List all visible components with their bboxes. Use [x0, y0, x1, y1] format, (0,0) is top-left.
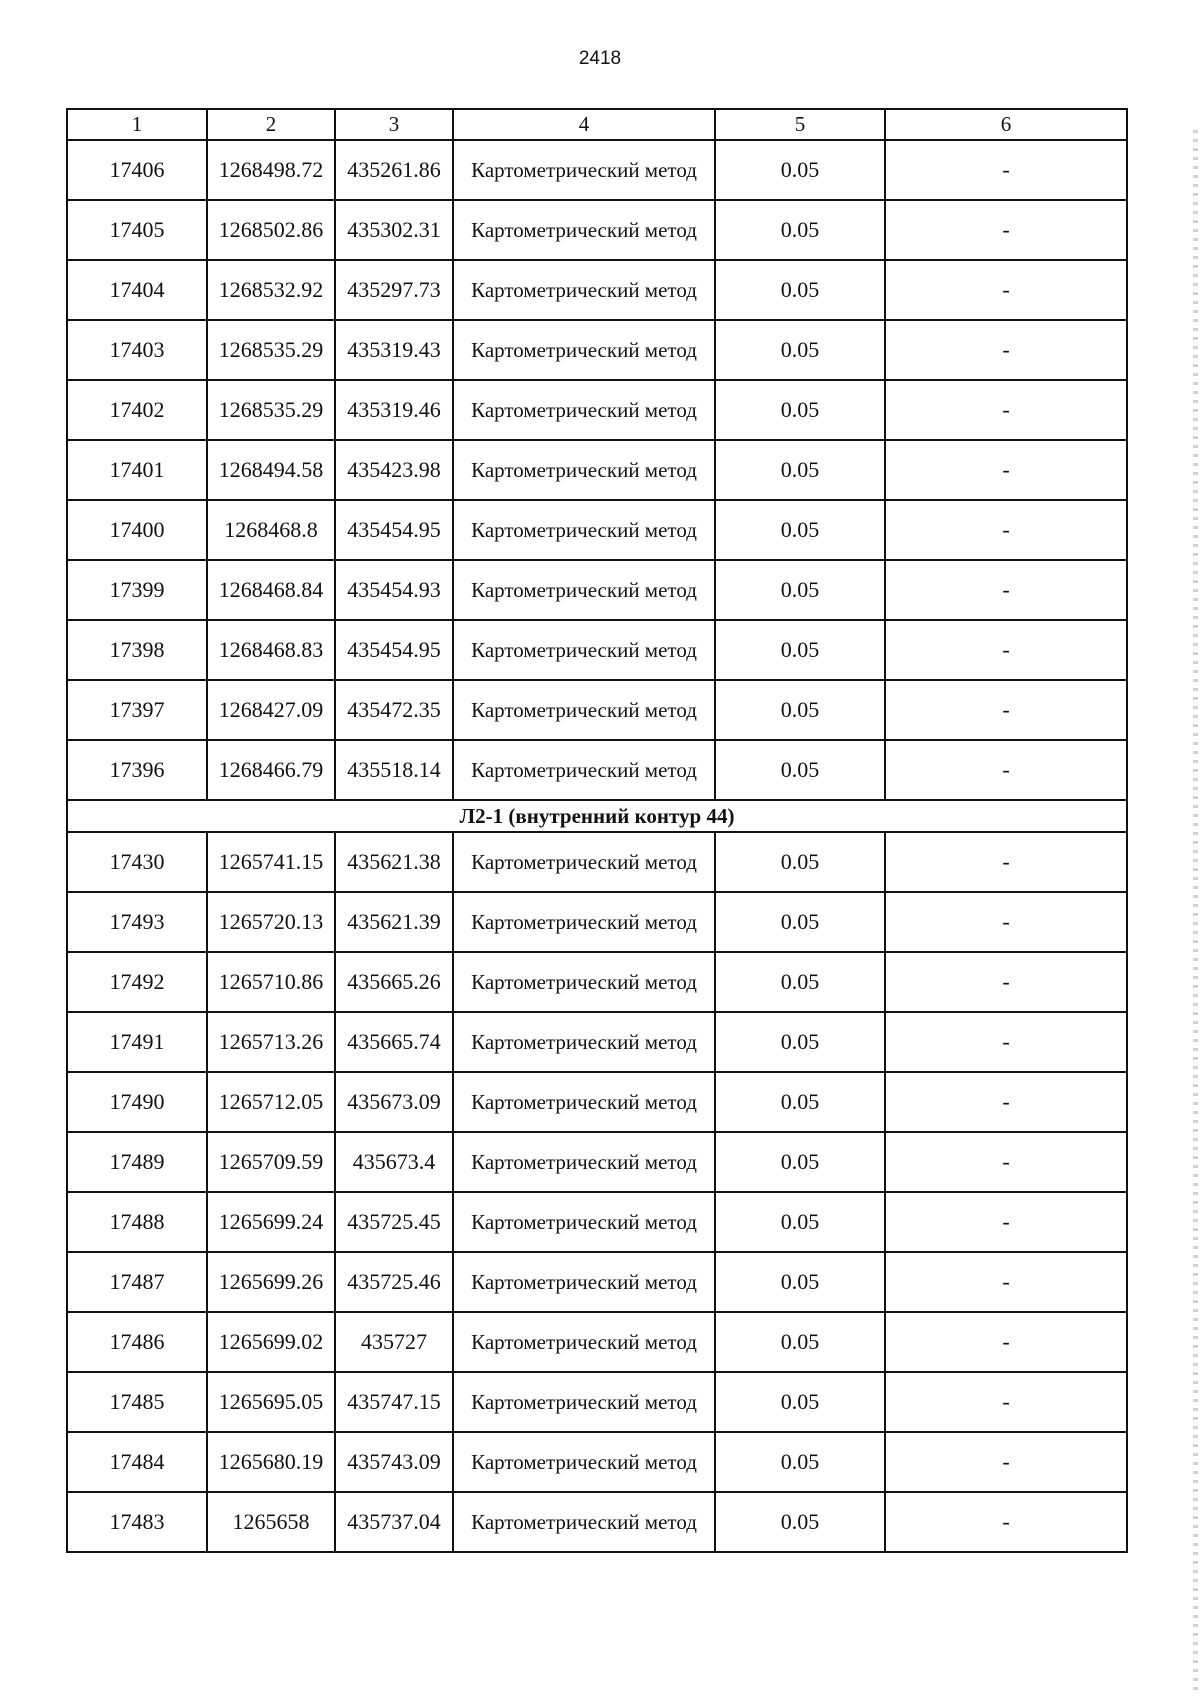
- x-coordinate-cell: 1268468.83: [207, 620, 335, 680]
- y-coordinate-cell: 435737.04: [335, 1492, 453, 1552]
- accuracy-cell: 0.05: [715, 1252, 885, 1312]
- method-cell: Картометрический метод: [453, 380, 715, 440]
- x-coordinate-cell: 1265699.02: [207, 1312, 335, 1372]
- accuracy-cell: 0.05: [715, 1372, 885, 1432]
- table-row: [67, 560, 1127, 620]
- x-coordinate-cell: 1265710.86: [207, 952, 335, 1012]
- accuracy-cell: 0.05: [715, 1312, 885, 1372]
- x-coordinate-cell: 1268468.84: [207, 560, 335, 620]
- note-cell: -: [885, 260, 1127, 320]
- note-cell: -: [885, 1072, 1127, 1132]
- accuracy-cell: 0.05: [715, 560, 885, 620]
- method-cell: Картометрический метод: [453, 1312, 715, 1372]
- y-coordinate-cell: 435665.74: [335, 1012, 453, 1072]
- point-number-cell: 17404: [67, 260, 207, 320]
- note-cell: -: [885, 380, 1127, 440]
- table-row: [67, 140, 1127, 200]
- table-header-row: [67, 109, 1127, 140]
- accuracy-cell: 0.05: [715, 620, 885, 680]
- point-number-cell: 17492: [67, 952, 207, 1012]
- accuracy-cell: 0.05: [715, 1012, 885, 1072]
- table-row: [67, 1072, 1127, 1132]
- note-cell: -: [885, 200, 1127, 260]
- point-number-cell: 17490: [67, 1072, 207, 1132]
- method-cell: Картометрический метод: [453, 560, 715, 620]
- y-coordinate-cell: 435319.43: [335, 320, 453, 380]
- method-cell: Картометрический метод: [453, 200, 715, 260]
- x-coordinate-cell: 1265741.15: [207, 832, 335, 892]
- section-title: Л2-1 (внутренний контур 44): [67, 800, 1127, 832]
- point-number-cell: 17485: [67, 1372, 207, 1432]
- table-row: [67, 1132, 1127, 1192]
- point-number-cell: 17400: [67, 500, 207, 560]
- x-coordinate-cell: 1265699.26: [207, 1252, 335, 1312]
- table-row: [67, 440, 1127, 500]
- method-cell: Картометрический метод: [453, 320, 715, 380]
- y-coordinate-cell: 435725.45: [335, 1192, 453, 1252]
- point-number-cell: 17483: [67, 1492, 207, 1552]
- point-number-cell: 17489: [67, 1132, 207, 1192]
- y-coordinate-cell: 435673.4: [335, 1132, 453, 1192]
- table-row: [67, 1372, 1127, 1432]
- y-coordinate-cell: 435454.95: [335, 500, 453, 560]
- note-cell: -: [885, 952, 1127, 1012]
- note-cell: -: [885, 740, 1127, 800]
- accuracy-cell: 0.05: [715, 832, 885, 892]
- accuracy-cell: 0.05: [715, 1432, 885, 1492]
- table-row: [67, 320, 1127, 380]
- table-row: [67, 200, 1127, 260]
- scan-edge-artifact: [1193, 130, 1198, 1690]
- y-coordinate-cell: 435747.15: [335, 1372, 453, 1432]
- y-coordinate-cell: 435725.46: [335, 1252, 453, 1312]
- accuracy-cell: 0.05: [715, 1132, 885, 1192]
- accuracy-cell: 0.05: [715, 380, 885, 440]
- column-header: 4: [453, 109, 715, 140]
- table-row: [67, 1012, 1127, 1072]
- point-number-cell: 17403: [67, 320, 207, 380]
- table-row: [67, 680, 1127, 740]
- point-number-cell: 17487: [67, 1252, 207, 1312]
- point-number-cell: 17484: [67, 1432, 207, 1492]
- point-number-cell: 17399: [67, 560, 207, 620]
- x-coordinate-cell: 1265695.05: [207, 1372, 335, 1432]
- note-cell: -: [885, 440, 1127, 500]
- method-cell: Картометрический метод: [453, 140, 715, 200]
- y-coordinate-cell: 435743.09: [335, 1432, 453, 1492]
- point-number-cell: 17396: [67, 740, 207, 800]
- x-coordinate-cell: 1268535.29: [207, 380, 335, 440]
- accuracy-cell: 0.05: [715, 740, 885, 800]
- x-coordinate-cell: 1268468.8: [207, 500, 335, 560]
- note-cell: -: [885, 832, 1127, 892]
- column-header: 1: [67, 109, 207, 140]
- section-header-row: [67, 800, 1127, 832]
- table-row: [67, 500, 1127, 560]
- point-number-cell: 17405: [67, 200, 207, 260]
- point-number-cell: 17401: [67, 440, 207, 500]
- x-coordinate-cell: 1265680.19: [207, 1432, 335, 1492]
- page-number: 2418: [578, 48, 622, 69]
- method-cell: Картометрический метод: [453, 892, 715, 952]
- method-cell: Картометрический метод: [453, 1132, 715, 1192]
- method-cell: Картометрический метод: [453, 500, 715, 560]
- accuracy-cell: 0.05: [715, 200, 885, 260]
- note-cell: -: [885, 560, 1127, 620]
- method-cell: Картометрический метод: [453, 952, 715, 1012]
- table-row: [67, 1192, 1127, 1252]
- point-number-cell: 17430: [67, 832, 207, 892]
- method-cell: Картометрический метод: [453, 680, 715, 740]
- note-cell: -: [885, 680, 1127, 740]
- column-header: 6: [885, 109, 1127, 140]
- x-coordinate-cell: 1265658: [207, 1492, 335, 1552]
- y-coordinate-cell: 435302.31: [335, 200, 453, 260]
- table-row: [67, 832, 1127, 892]
- accuracy-cell: 0.05: [715, 1192, 885, 1252]
- note-cell: -: [885, 1012, 1127, 1072]
- table-body: [67, 140, 1127, 1552]
- y-coordinate-cell: 435454.93: [335, 560, 453, 620]
- x-coordinate-cell: 1265720.13: [207, 892, 335, 952]
- method-cell: Картометрический метод: [453, 1012, 715, 1072]
- accuracy-cell: 0.05: [715, 952, 885, 1012]
- point-number-cell: 17493: [67, 892, 207, 952]
- y-coordinate-cell: 435297.73: [335, 260, 453, 320]
- method-cell: Картометрический метод: [453, 440, 715, 500]
- y-coordinate-cell: 435621.38: [335, 832, 453, 892]
- accuracy-cell: 0.05: [715, 892, 885, 952]
- method-cell: Картометрический метод: [453, 1432, 715, 1492]
- method-cell: Картометрический метод: [453, 740, 715, 800]
- method-cell: Картометрический метод: [453, 1072, 715, 1132]
- accuracy-cell: 0.05: [715, 680, 885, 740]
- y-coordinate-cell: 435472.35: [335, 680, 453, 740]
- x-coordinate-cell: 1268532.92: [207, 260, 335, 320]
- y-coordinate-cell: 435665.26: [335, 952, 453, 1012]
- note-cell: -: [885, 1432, 1127, 1492]
- column-header: 3: [335, 109, 453, 140]
- y-coordinate-cell: 435319.46: [335, 380, 453, 440]
- note-cell: -: [885, 1192, 1127, 1252]
- accuracy-cell: 0.05: [715, 140, 885, 200]
- method-cell: Картометрический метод: [453, 832, 715, 892]
- method-cell: Картометрический метод: [453, 1192, 715, 1252]
- point-number-cell: 17486: [67, 1312, 207, 1372]
- table-row: [67, 740, 1127, 800]
- table-row: [67, 892, 1127, 952]
- x-coordinate-cell: 1268502.86: [207, 200, 335, 260]
- accuracy-cell: 0.05: [715, 260, 885, 320]
- method-cell: Картометрический метод: [453, 620, 715, 680]
- y-coordinate-cell: 435423.98: [335, 440, 453, 500]
- x-coordinate-cell: 1268494.58: [207, 440, 335, 500]
- point-number-cell: 17491: [67, 1012, 207, 1072]
- note-cell: -: [885, 1492, 1127, 1552]
- x-coordinate-cell: 1268427.09: [207, 680, 335, 740]
- y-coordinate-cell: 435673.09: [335, 1072, 453, 1132]
- note-cell: -: [885, 140, 1127, 200]
- y-coordinate-cell: 435454.95: [335, 620, 453, 680]
- x-coordinate-cell: 1268498.72: [207, 140, 335, 200]
- table-row: [67, 1312, 1127, 1372]
- note-cell: -: [885, 892, 1127, 952]
- table-row: [67, 1432, 1127, 1492]
- column-header: 2: [207, 109, 335, 140]
- accuracy-cell: 0.05: [715, 320, 885, 380]
- x-coordinate-cell: 1265712.05: [207, 1072, 335, 1132]
- method-cell: Картометрический метод: [453, 1492, 715, 1552]
- note-cell: -: [885, 1132, 1127, 1192]
- method-cell: Картометрический метод: [453, 1372, 715, 1432]
- table-row: [67, 380, 1127, 440]
- table-row: [67, 952, 1127, 1012]
- point-number-cell: 17402: [67, 380, 207, 440]
- table-row: [67, 260, 1127, 320]
- accuracy-cell: 0.05: [715, 1072, 885, 1132]
- y-coordinate-cell: 435518.14: [335, 740, 453, 800]
- point-number-cell: 17397: [67, 680, 207, 740]
- note-cell: -: [885, 1312, 1127, 1372]
- note-cell: -: [885, 620, 1127, 680]
- coordinates-table: [66, 108, 1128, 1553]
- point-number-cell: 17406: [67, 140, 207, 200]
- column-header: 5: [715, 109, 885, 140]
- point-number-cell: 17398: [67, 620, 207, 680]
- y-coordinate-cell: 435727: [335, 1312, 453, 1372]
- note-cell: -: [885, 500, 1127, 560]
- table-row: [67, 620, 1127, 680]
- accuracy-cell: 0.05: [715, 440, 885, 500]
- x-coordinate-cell: 1268466.79: [207, 740, 335, 800]
- x-coordinate-cell: 1265699.24: [207, 1192, 335, 1252]
- x-coordinate-cell: 1265709.59: [207, 1132, 335, 1192]
- note-cell: -: [885, 1252, 1127, 1312]
- note-cell: -: [885, 1372, 1127, 1432]
- accuracy-cell: 0.05: [715, 1492, 885, 1552]
- y-coordinate-cell: 435261.86: [335, 140, 453, 200]
- x-coordinate-cell: 1265713.26: [207, 1012, 335, 1072]
- point-number-cell: 17488: [67, 1192, 207, 1252]
- table-row: [67, 1252, 1127, 1312]
- method-cell: Картометрический метод: [453, 1252, 715, 1312]
- method-cell: Картометрический метод: [453, 260, 715, 320]
- accuracy-cell: 0.05: [715, 500, 885, 560]
- x-coordinate-cell: 1268535.29: [207, 320, 335, 380]
- table-row: [67, 1492, 1127, 1552]
- note-cell: -: [885, 320, 1127, 380]
- y-coordinate-cell: 435621.39: [335, 892, 453, 952]
